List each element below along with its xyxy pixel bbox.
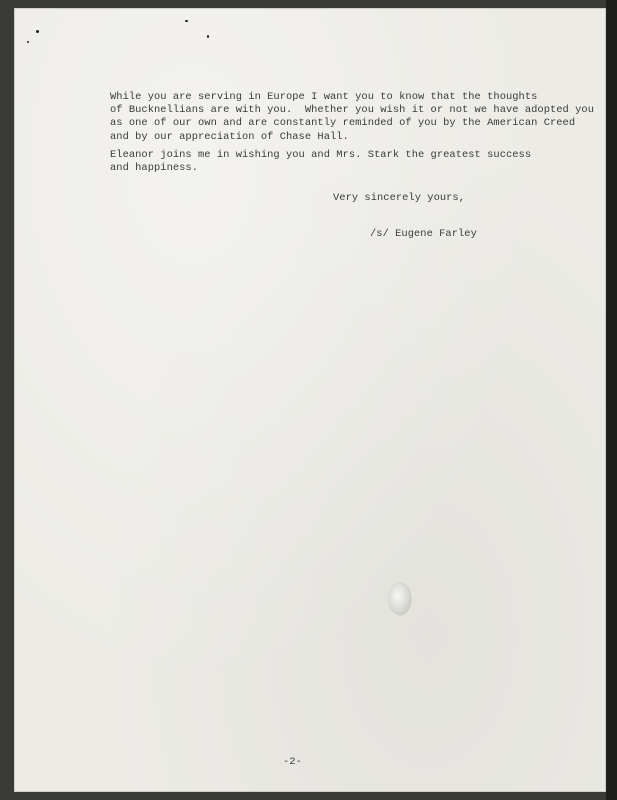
closing-line: Very sincerely yours, — [333, 192, 465, 204]
paper-speck — [185, 20, 188, 22]
paragraph-1-line: of Bucknellians are with you. Whether you wish it or not we have adopted you — [110, 104, 594, 117]
paper-speck — [27, 41, 29, 43]
page-number: -2- — [283, 756, 302, 768]
paragraph-2-line: and happiness. — [110, 162, 198, 175]
paragraph-1-line: as one of our own and are constantly reminded of you by the American Creed — [110, 117, 576, 130]
body-paragraph-2 — [110, 149, 531, 175]
paper-speck — [36, 30, 39, 33]
scanner-edge — [606, 0, 617, 800]
paper-speck — [207, 35, 209, 38]
paragraph-2-line: Eleanor joins me in wishing you and Mrs. Stark the greatest success — [110, 149, 532, 161]
paragraph-1-line: While you are serving in Europe I want you to know that the thoughts — [110, 91, 538, 103]
signature-line: /s/ Eugene Farley — [370, 228, 477, 240]
body-paragraph-1 — [110, 91, 594, 144]
paragraph-1-line: and by our appreciation of Chase Hall. — [110, 130, 349, 143]
punch-hole — [389, 583, 411, 615]
